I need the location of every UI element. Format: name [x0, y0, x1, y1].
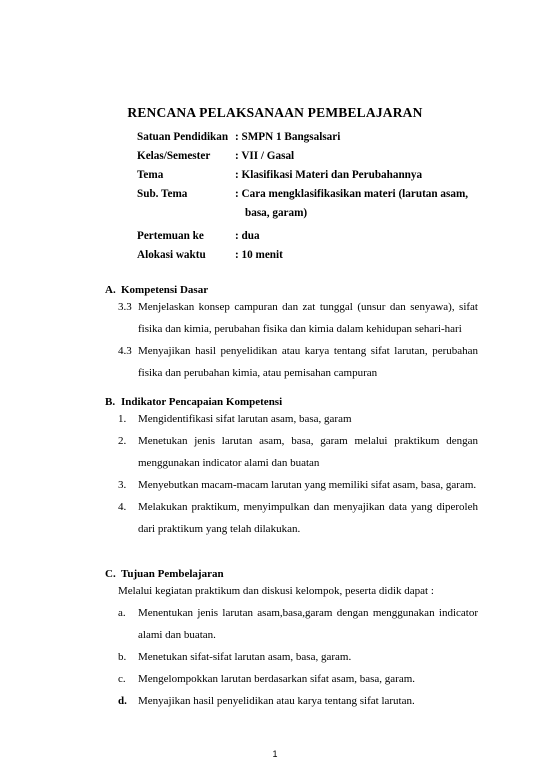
indikator-list — [118, 408, 478, 540]
section-letter: C. — [105, 568, 116, 580]
list-item — [118, 690, 478, 712]
section-heading-tujuan — [105, 568, 224, 580]
item-number: 2. — [118, 435, 127, 447]
item-text: Menjelaskan konsep campuran dan zat tunggal (unsur dan senyawa), sifat fisika dan kimia, perubahan fisika dan kimia dalam kehidupan sehari-hari — [138, 301, 478, 335]
item-text: Mengidentifikasi sifat larutan asam, basa, garam — [138, 413, 352, 425]
list-item — [118, 430, 478, 474]
item-text: Menyebutkan macam-macam larutan yang memiliki sifat asam, basa, garam. — [138, 479, 477, 491]
list-item — [118, 646, 478, 668]
item-number: 1. — [118, 413, 127, 425]
item-number: 4.3 — [118, 345, 132, 357]
info-label: Pertemuan ke — [137, 230, 204, 242]
section-title: Indikator Pencapaian Kompetensi — [121, 396, 283, 408]
info-value: : dua — [235, 230, 260, 242]
info-value: : VII / Gasal — [235, 150, 295, 162]
info-value — [235, 185, 475, 223]
section-letter: A. — [105, 284, 116, 296]
kompetensi-list — [118, 296, 478, 384]
info-value: : SMPN 1 Bangsalsari — [235, 131, 341, 143]
item-text: Melakukan praktikum, menyimpulkan dan menyajikan data yang diperoleh dari praktikum yang telah dilakukan. — [138, 501, 478, 535]
info-value: : 10 menit — [235, 249, 283, 261]
section-heading-indikator — [105, 396, 282, 408]
tujuan-list — [118, 580, 478, 712]
document-title: RENCANA PELAKSANAAN PEMBELAJARAN — [127, 105, 423, 120]
info-value: : Klasifikasi Materi dan Perubahannya — [235, 169, 423, 181]
section-heading-kompetensi — [105, 284, 208, 296]
list-item — [118, 340, 478, 384]
section-title: Kompetensi Dasar — [121, 284, 209, 296]
tujuan-intro: Melalui kegiatan praktikum dan diskusi kelompok, peserta didik dapat : — [118, 585, 434, 597]
item-text: Menetukan sifat-sifat larutan asam, basa, garam. — [138, 651, 352, 663]
list-item — [118, 296, 478, 340]
info-value-line1: : Cara mengklasifikasikan materi (larutan asam, — [235, 188, 469, 200]
info-value-line2: basa, garam) — [245, 207, 308, 219]
item-number: 4. — [118, 501, 127, 513]
item-text: Menetukan jenis larutan asam, basa, garam melalui praktikum dengan menggunakan indicator alami dan buatan — [138, 435, 478, 469]
info-label: Sub. Tema — [137, 188, 188, 200]
item-number: a. — [118, 607, 126, 619]
list-item — [118, 474, 478, 496]
page-number: 1 — [272, 749, 278, 759]
item-text: Menyajikan hasil penyelidikan atau karya tentang sifat larutan, perubahan fisika dan perubahan kimia, atau pemisahan campuran — [138, 345, 478, 379]
info-label: Tema — [137, 169, 164, 181]
info-label: Kelas/Semester — [137, 150, 211, 162]
section-title: Tujuan Pembelajaran — [121, 568, 224, 580]
info-label: Satuan Pendidikan — [137, 131, 229, 143]
list-item — [118, 602, 478, 646]
item-number: d. — [118, 695, 127, 707]
item-number: 3. — [118, 479, 127, 491]
list-item — [118, 668, 478, 690]
item-text: Menyajikan hasil penyelidikan atau karya tentang sifat larutan. — [138, 695, 415, 707]
section-letter: B. — [105, 396, 116, 408]
item-text: Mengelompokkan larutan berdasarkan sifat asam, basa, garam. — [138, 673, 416, 685]
item-number: c. — [118, 673, 126, 685]
item-number: b. — [118, 651, 127, 663]
info-label: Alokasi waktu — [137, 249, 206, 261]
item-number: 3.3 — [118, 301, 132, 313]
item-text: Menentukan jenis larutan asam,basa,garam dengan menggunakan indicator alami dan buatan. — [138, 607, 478, 641]
list-item — [118, 408, 478, 430]
list-item — [118, 496, 478, 540]
